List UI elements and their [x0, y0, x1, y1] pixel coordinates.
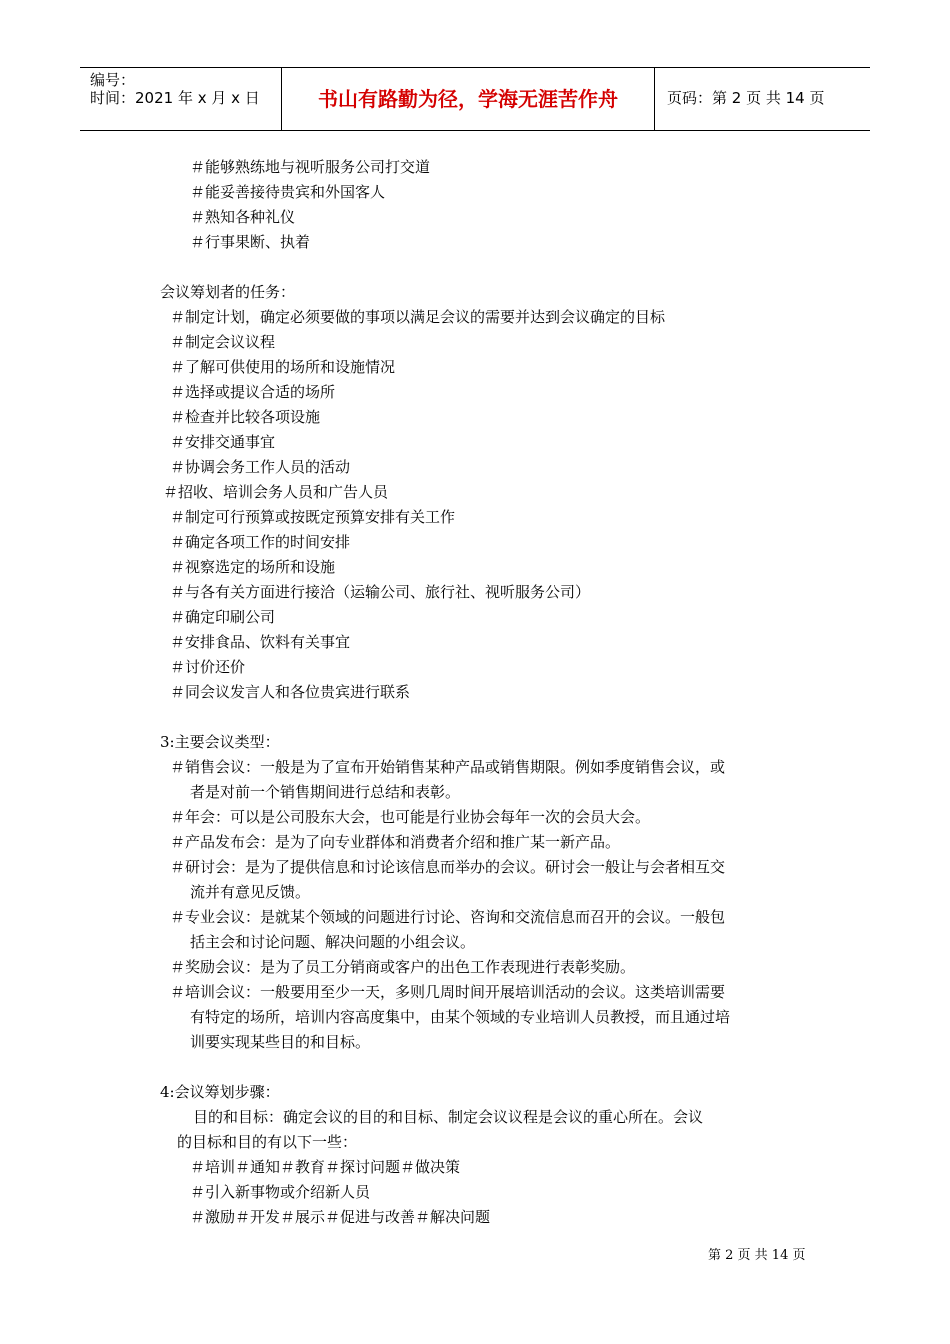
text-line: ＃奖励会议：是为了员工分销商或客户的出色工作表现进行表彰奖励。	[170, 958, 636, 976]
text-line: ＃销售会议：一般是为了宣布开始销售某种产品或销售期限。例如季度销售会议，或	[170, 758, 726, 776]
text-line: 流并有意见反馈。	[190, 883, 311, 901]
text-line: ＃制定会议议程	[170, 333, 276, 351]
page-header	[80, 67, 870, 131]
serial-label: 编号：	[90, 71, 136, 89]
footer-page-number: 第 2 页 共 14 页	[708, 1248, 806, 1263]
text-line: ＃熟知各种礼仪	[190, 208, 296, 226]
text-line: ＃安排交通事宜	[170, 433, 276, 451]
text-line: ＃行事果断、执着	[190, 233, 311, 251]
text-line: ＃协调会务工作人员的活动	[170, 458, 351, 476]
text-line: ＃视察选定的场所和设施	[170, 558, 336, 576]
text-line: 训要实现某些目的和目标。	[190, 1033, 371, 1051]
text-line: ＃引入新事物或介绍新人员	[190, 1183, 371, 1201]
text-line: ＃确定各项工作的时间安排	[170, 533, 351, 551]
text-line: 者是对前一个销售期间进行总结和表彰。	[190, 783, 461, 801]
text-line: ＃确定印刷公司	[170, 608, 276, 626]
text-line: ＃检查并比较各项设施	[170, 408, 321, 426]
text-line: ＃讨价还价	[170, 658, 246, 676]
text-line: ＃招收、培训会务人员和广告人员	[163, 483, 389, 501]
text-line: ＃年会：可以是公司股东大会，也可能是行业协会每年一次的会员大会。	[170, 808, 651, 826]
text-line: ＃产品发布会：是为了向专业群体和消费者介绍和推广某一新产品。	[170, 833, 621, 851]
time-label: 时间：2021 年 x 月 x 日	[90, 89, 260, 107]
text-line: ＃能妥善接待贵宾和外国客人	[190, 183, 386, 201]
text-line: ＃安排食品、饮料有关事宜	[170, 633, 351, 651]
text-line: ＃培训会议：一般要用至少一天，多则几周时间开展培训活动的会议。这类培训需要	[170, 983, 726, 1001]
text-line: ＃与各有关方面进行接洽（运输公司、旅行社、视听服务公司）	[170, 583, 591, 601]
text-line: ＃制定可行预算或按既定预算安排有关工作	[170, 508, 456, 526]
header-page-cell	[655, 68, 870, 130]
header-page-info: 页码：第 2 页 共 14 页	[667, 89, 825, 107]
header-motto: 书山有路勤为径，学海无涯苦作舟	[318, 87, 618, 111]
section-heading: 3:主要会议类型：	[160, 733, 280, 751]
text-line: ＃培训＃通知＃教育＃探讨问题＃做决策	[190, 1158, 461, 1176]
text-line: ＃选择或提议合适的场所	[170, 383, 336, 401]
section-heading: 4:会议筹划步骤：	[160, 1083, 280, 1101]
text-line: ＃了解可供使用的场所和设施情况	[170, 358, 396, 376]
text-line: ＃同会议发言人和各位贵宾进行联系	[170, 683, 411, 701]
header-motto-cell	[281, 68, 655, 130]
header-meta-cell	[80, 68, 280, 130]
section-heading: 会议筹划者的任务：	[160, 283, 296, 301]
text-line: ＃制定计划，确定必须要做的事项以满足会议的需要并达到会议确定的目标	[170, 308, 666, 326]
text-line: 的目标和目的有以下一些：	[177, 1133, 358, 1151]
text-line: ＃能够熟练地与视听服务公司打交道	[190, 158, 431, 176]
text-line: 括主会和讨论问题、解决问题的小组会议。	[190, 933, 476, 951]
text-line: ＃研讨会：是为了提供信息和讨论该信息而举办的会议。研讨会一般让与会者相互交	[170, 858, 726, 876]
text-line: 有特定的场所，培训内容高度集中，由某个领域的专业培训人员教授，而且通过培	[190, 1008, 731, 1026]
text-line: 目的和目标：确定会议的目的和目标、制定会议议程是会议的重心所在。会议	[193, 1108, 704, 1126]
text-line: ＃专业会议：是就某个领域的问题进行讨论、咨询和交流信息而召开的会议。一般包	[170, 908, 726, 926]
text-line: ＃激励＃开发＃展示＃促进与改善＃解决问题	[190, 1208, 491, 1226]
